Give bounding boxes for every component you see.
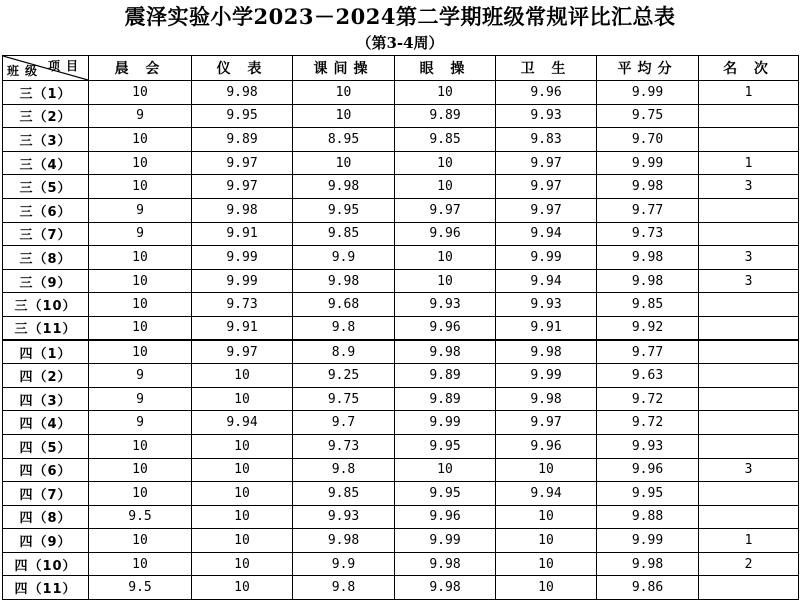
class-name-cell: 三（2） — [3, 104, 89, 128]
table-row — [3, 340, 799, 364]
score-cell: 9.9 — [293, 246, 395, 270]
class-name-cell: 四（10） — [3, 552, 89, 576]
class-name-cell: 四（3） — [3, 387, 89, 411]
score-cell: 9.83 — [496, 128, 597, 152]
score-cell: 9.97 — [496, 151, 597, 175]
score-cell: 9.97 — [395, 198, 496, 222]
score-cell: 9.96 — [496, 434, 597, 458]
class-name-cell: 三（10） — [3, 293, 89, 317]
score-cell: 9.95 — [395, 434, 496, 458]
score-cell: 3 — [699, 269, 799, 293]
score-cell: 9.98 — [597, 269, 699, 293]
table-row — [3, 222, 799, 246]
score-cell: 3 — [699, 175, 799, 199]
score-cell — [699, 316, 799, 340]
class-name-cell: 三（8） — [3, 246, 89, 270]
class-name-cell: 四（8） — [3, 505, 89, 529]
score-cell: 10 — [89, 552, 192, 576]
score-cell: 10 — [496, 552, 597, 576]
table-row — [3, 198, 799, 222]
score-cell — [699, 128, 799, 152]
score-cell: 9.98 — [192, 198, 293, 222]
score-cell: 9 — [89, 364, 192, 388]
class-name-cell: 三（4） — [3, 151, 89, 175]
score-cell — [699, 198, 799, 222]
score-cell: 10 — [395, 175, 496, 199]
score-cell: 9.99 — [395, 411, 496, 435]
score-cell: 9.73 — [597, 222, 699, 246]
table-row — [3, 387, 799, 411]
table-row — [3, 529, 799, 553]
score-cell: 9.72 — [597, 411, 699, 435]
score-cell: 9.8 — [293, 458, 395, 482]
score-cell: 9.85 — [597, 293, 699, 317]
score-cell: 9.9 — [293, 552, 395, 576]
score-cell: 9.98 — [293, 175, 395, 199]
score-cell: 10 — [293, 81, 395, 105]
table-row — [3, 482, 799, 506]
score-cell: 9.85 — [293, 482, 395, 506]
score-cell: 9.68 — [293, 293, 395, 317]
table-row — [3, 246, 799, 270]
score-cell: 9.25 — [293, 364, 395, 388]
score-cell: 10 — [89, 151, 192, 175]
table-row — [3, 269, 799, 293]
table-row — [3, 293, 799, 317]
score-cell — [699, 340, 799, 364]
score-cell: 9.97 — [192, 151, 293, 175]
score-cell: 1 — [699, 81, 799, 105]
score-cell: 10 — [192, 387, 293, 411]
class-name-cell: 三（1） — [3, 81, 89, 105]
header-corner — [3, 56, 89, 81]
score-cell: 9.99 — [597, 529, 699, 553]
class-name-cell: 四（6） — [3, 458, 89, 482]
table-row — [3, 128, 799, 152]
score-cell: 1 — [699, 529, 799, 553]
score-cell: 9.93 — [293, 505, 395, 529]
score-cell: 9.94 — [496, 269, 597, 293]
class-name-cell: 三（9） — [3, 269, 89, 293]
score-cell — [699, 482, 799, 506]
score-cell: 9.93 — [395, 293, 496, 317]
score-cell: 9.98 — [496, 340, 597, 364]
score-cell: 9.70 — [597, 128, 699, 152]
score-cell: 9.93 — [496, 104, 597, 128]
corner-label-class: 班级 — [7, 64, 44, 78]
score-cell: 3 — [699, 458, 799, 482]
class-name-cell: 三（5） — [3, 175, 89, 199]
score-cell: 9.75 — [597, 104, 699, 128]
table-row — [3, 552, 799, 576]
score-cell: 9.96 — [395, 316, 496, 340]
score-cell: 10 — [192, 458, 293, 482]
score-cell: 9 — [89, 104, 192, 128]
score-cell: 10 — [395, 151, 496, 175]
score-cell — [699, 364, 799, 388]
page-subtitle: （第3-4周） — [356, 34, 444, 52]
score-cell: 10 — [496, 505, 597, 529]
score-cell: 9.98 — [395, 340, 496, 364]
score-cell — [699, 576, 799, 600]
score-cell: 9.99 — [395, 529, 496, 553]
score-cell: 9.98 — [597, 552, 699, 576]
table-header-row — [3, 56, 799, 81]
score-cell: 10 — [192, 364, 293, 388]
score-cell: 9.85 — [293, 222, 395, 246]
score-cell: 10 — [192, 552, 293, 576]
column-header: 晨 会 — [89, 56, 192, 81]
score-cell: 10 — [89, 458, 192, 482]
score-cell: 10 — [395, 81, 496, 105]
score-cell: 9.94 — [192, 411, 293, 435]
score-cell: 9 — [89, 222, 192, 246]
score-cell: 10 — [89, 269, 192, 293]
score-cell: 9.98 — [496, 387, 597, 411]
class-name-cell: 四（2） — [3, 364, 89, 388]
class-name-cell: 三（6） — [3, 198, 89, 222]
score-cell: 10 — [395, 458, 496, 482]
score-cell: 9.88 — [597, 505, 699, 529]
column-header: 眼 操 — [395, 56, 496, 81]
score-cell: 9.91 — [192, 316, 293, 340]
score-cell: 9.98 — [192, 81, 293, 105]
score-cell: 10 — [89, 434, 192, 458]
score-cell: 2 — [699, 552, 799, 576]
score-cell: 9.95 — [293, 198, 395, 222]
score-cell — [699, 411, 799, 435]
table-row — [3, 104, 799, 128]
table-row — [3, 175, 799, 199]
class-name-cell: 四（11） — [3, 576, 89, 600]
score-cell: 9.63 — [597, 364, 699, 388]
score-cell: 10 — [293, 151, 395, 175]
score-cell: 9.77 — [597, 198, 699, 222]
table-row — [3, 576, 799, 600]
score-cell: 9.95 — [597, 482, 699, 506]
score-cell: 8.95 — [293, 128, 395, 152]
table-row — [3, 458, 799, 482]
score-cell: 9.72 — [597, 387, 699, 411]
score-cell: 9.95 — [192, 104, 293, 128]
score-cell: 9.99 — [192, 269, 293, 293]
score-cell: 10 — [395, 269, 496, 293]
class-name-cell: 四（1） — [3, 340, 89, 364]
column-header: 卫 生 — [496, 56, 597, 81]
score-cell: 8.9 — [293, 340, 395, 364]
score-cell: 9.86 — [597, 576, 699, 600]
table-row — [3, 316, 799, 340]
score-cell: 9.73 — [293, 434, 395, 458]
score-cell: 9.99 — [496, 364, 597, 388]
score-cell: 9.7 — [293, 411, 395, 435]
column-header: 课间操 — [293, 56, 395, 81]
score-cell: 10 — [89, 128, 192, 152]
score-cell: 10 — [89, 340, 192, 364]
score-cell: 9.8 — [293, 316, 395, 340]
score-cell: 10 — [293, 104, 395, 128]
score-cell: 9.94 — [496, 482, 597, 506]
score-cell: 9.8 — [293, 576, 395, 600]
table-row — [3, 151, 799, 175]
score-cell: 9.98 — [293, 269, 395, 293]
score-cell: 10 — [89, 175, 192, 199]
score-cell: 9.92 — [597, 316, 699, 340]
score-cell: 10 — [395, 246, 496, 270]
score-cell: 9.99 — [496, 246, 597, 270]
score-cell: 10 — [192, 434, 293, 458]
score-cell: 9.89 — [395, 104, 496, 128]
score-cell: 9.89 — [395, 387, 496, 411]
score-cell: 10 — [89, 529, 192, 553]
score-cell: 10 — [89, 246, 192, 270]
score-cell: 9.95 — [395, 482, 496, 506]
table-row — [3, 411, 799, 435]
score-cell — [699, 387, 799, 411]
score-cell: 9.89 — [192, 128, 293, 152]
table-row — [3, 364, 799, 388]
ranking-table — [2, 55, 799, 600]
score-cell: 9.99 — [597, 151, 699, 175]
score-cell: 9.97 — [192, 340, 293, 364]
score-cell: 10 — [192, 576, 293, 600]
score-cell: 1 — [699, 151, 799, 175]
score-cell: 9.89 — [395, 364, 496, 388]
score-cell: 9.97 — [496, 411, 597, 435]
score-cell: 9 — [89, 411, 192, 435]
score-cell: 10 — [496, 529, 597, 553]
score-cell: 9.75 — [293, 387, 395, 411]
class-name-cell: 四（9） — [3, 529, 89, 553]
score-cell: 9.96 — [496, 81, 597, 105]
score-cell: 10 — [89, 316, 192, 340]
score-cell: 10 — [496, 576, 597, 600]
score-cell: 10 — [89, 482, 192, 506]
score-cell: 9.97 — [192, 175, 293, 199]
class-name-cell: 三（11） — [3, 316, 89, 340]
score-cell: 9.5 — [89, 505, 192, 529]
class-name-cell: 四（7） — [3, 482, 89, 506]
score-cell — [699, 222, 799, 246]
class-name-cell: 三（3） — [3, 128, 89, 152]
score-cell: 10 — [89, 293, 192, 317]
score-cell: 10 — [192, 505, 293, 529]
column-header: 仪 表 — [192, 56, 293, 81]
score-cell: 9.98 — [395, 552, 496, 576]
score-cell: 9.97 — [496, 175, 597, 199]
score-cell — [699, 104, 799, 128]
score-cell: 9.91 — [192, 222, 293, 246]
class-name-cell: 四（5） — [3, 434, 89, 458]
score-cell: 9.5 — [89, 576, 192, 600]
score-cell: 10 — [89, 81, 192, 105]
score-cell — [699, 293, 799, 317]
score-cell — [699, 505, 799, 529]
score-cell: 3 — [699, 246, 799, 270]
page-title: 震泽实验小学2023－2024第二学期班级常规评比汇总表 — [124, 4, 676, 29]
column-header: 名 次 — [699, 56, 799, 81]
score-cell: 9.94 — [496, 222, 597, 246]
score-cell: 9 — [89, 198, 192, 222]
table-row — [3, 81, 799, 105]
score-cell: 9.99 — [597, 81, 699, 105]
score-cell: 10 — [192, 482, 293, 506]
class-name-cell: 四（4） — [3, 411, 89, 435]
score-cell: 9 — [89, 387, 192, 411]
score-cell: 9.96 — [395, 505, 496, 529]
class-name-cell: 三（7） — [3, 222, 89, 246]
score-cell: 9.91 — [496, 316, 597, 340]
score-cell: 9.99 — [192, 246, 293, 270]
score-cell: 9.97 — [496, 198, 597, 222]
corner-label-item: 项目 — [47, 59, 84, 73]
score-cell: 9.93 — [496, 293, 597, 317]
score-cell: 9.96 — [395, 222, 496, 246]
table-row — [3, 434, 799, 458]
score-cell: 9.98 — [597, 175, 699, 199]
score-cell: 9.93 — [597, 434, 699, 458]
column-header: 平均分 — [597, 56, 699, 81]
table-row — [3, 505, 799, 529]
score-cell: 10 — [192, 529, 293, 553]
score-cell: 10 — [496, 458, 597, 482]
score-cell: 9.96 — [597, 458, 699, 482]
score-cell — [699, 434, 799, 458]
score-cell: 9.85 — [395, 128, 496, 152]
table-body — [3, 81, 799, 600]
score-cell: 9.98 — [293, 529, 395, 553]
score-cell: 9.98 — [597, 246, 699, 270]
score-cell: 9.77 — [597, 340, 699, 364]
score-cell: 9.73 — [192, 293, 293, 317]
score-cell: 9.98 — [395, 576, 496, 600]
